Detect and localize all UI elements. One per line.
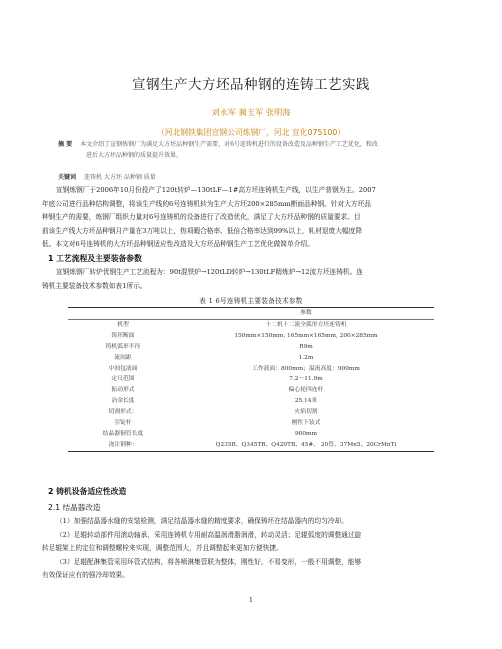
table-row <box>68 418 434 429</box>
abstract-label: 摘 要 <box>58 141 73 148</box>
intro-line: 低。本文对6号连铸机的大方坯品种钢适应性改造及大方坯品种钢生产工艺优化做简单介绍。 <box>42 240 314 249</box>
body-line: 转足辊架上的定位和调整螺栓来实现，调整范围大，并且调整起来更加方便快捷。 <box>42 544 283 553</box>
table-cell-value: 1.2m <box>298 354 314 361</box>
table-cell-key: 流间距 <box>114 354 132 361</box>
section-heading-1: 1 工艺流程及主要装备参数 <box>48 254 142 263</box>
section-heading-2: 2 铸机设备适应性改造 <box>48 487 127 496</box>
table-cell-key: 铸坯断面 <box>111 332 135 339</box>
parameters-table <box>68 307 434 452</box>
table-cell-key: 引锭杆 <box>114 420 132 427</box>
intro-line: 宣钢炼钢厂于2006年10月份投产了120t转炉—130tLF—1#高方坯连铸机生产线，以生产普钢为主。2007 <box>56 186 376 194</box>
section1-paragraph <box>42 266 462 293</box>
page-number: 1 <box>248 596 254 604</box>
section1-line: 宣钢炼钢厂转炉优钢生产工艺流程为：90t混铁炉→120tLD转炉→130tLF精炼炉→12流方坯连铸机。连 <box>56 268 363 276</box>
body-line: （1）加强结晶器水缝的安装检测，满足结晶器水缝的精度要求，确保铸坯在结晶器内的均匀冷却。 <box>56 517 348 525</box>
table-row <box>68 396 434 407</box>
table-cell-value: 25.14米 <box>294 398 318 405</box>
section1-line: 铸机主要装备技术参数如表1所示。 <box>42 281 147 290</box>
table-cell-value: 刚性下装式 <box>291 420 321 427</box>
table-cell-value: 工作液面：800mm；溢流高度：900mm <box>252 365 360 372</box>
body-line: 有效保证应有的强冷却效果。 <box>42 571 129 580</box>
body-line: （2）足辊转动部件用滚动轴承，采用连铸机专用耐高温润滑脂润滑，转动灵活；足辊弧度的调整通过旋 <box>56 530 362 539</box>
body-line: （3）足辊配淋集管采用环管式结构，将各喷淋集管联为整体，刚性好，不易变形，一般不用调整，能够 <box>56 557 362 566</box>
keywords-label: 关键词 <box>58 174 77 181</box>
table-row <box>68 385 434 396</box>
table-caption: 表 1 6号连铸机主要装备技术参数 <box>199 297 303 305</box>
intro-paragraph <box>42 184 462 252</box>
table-cell-value: R9m <box>299 343 313 350</box>
table-row <box>68 364 434 375</box>
table-cell-value: 偏心轮四连杆 <box>288 387 324 394</box>
table-cell-value: 900mm <box>294 430 318 437</box>
table-cell-value: 150mm×150mm, 165mm×165mm, 200×285mm <box>234 332 378 339</box>
intro-line: 种钢生产的需要，炼钢厂组织力量对6号连铸机的设备进行了改造优化，满足了大方坯品种钢的质量要求。目 <box>42 213 361 222</box>
keywords <box>58 172 468 183</box>
keywords-text: 连铸机 大方坯 品种钢 质量 <box>84 174 156 181</box>
table-cell-key: 切割形式： <box>108 409 138 416</box>
table-cell-value: 7.2～11.9m <box>289 376 323 383</box>
table-cell-key: 定尺范围 <box>111 376 135 383</box>
table-cell-key: 铸机弧形半径 <box>105 343 141 350</box>
table-cell-key: 中间包液面 <box>108 365 138 372</box>
table-cell-key: 浇注钢种： <box>68 440 178 451</box>
table-row <box>68 331 434 342</box>
table-row <box>68 440 434 451</box>
paper-title: 宣钢生产大方坯品种钢的连铸工艺实践 <box>132 77 370 93</box>
authors: 刘永军 蔺玉军 张明海 <box>211 107 291 117</box>
table-row <box>68 353 434 364</box>
table-cell-value: 火焰切割 <box>294 409 318 416</box>
table-row <box>68 374 434 385</box>
table-row <box>68 429 434 440</box>
abstract-line-1: 本文介绍了宣钢炼钢厂为满足大方坯品种钢生产需要，对6号连铸机进行的设备改造及品种钢生产工艺优化，和改 <box>80 141 378 148</box>
intro-line: 年底公司进行品种结构调整，将该生产线的6号连铸机转为生产大方坯200×285mm断面品种钢。针对大方坯品 <box>42 199 371 208</box>
table-cell-key: 机型 <box>117 321 129 328</box>
table-row <box>68 319 434 330</box>
table-row <box>68 342 434 353</box>
intro-line: 前该生产线大方坯品种钢月产量在3万吨以上，热项暇合格率、低倍合格率达到99%以上，轧材退废大幅度降 <box>42 226 363 235</box>
table-cell-value: Q235B、Q345TB、Q420TB、45#、 20管、37Mn5、20CrMnTi <box>178 440 434 451</box>
abstract-line-2: 进后大方坯品种钢的质量提升效果。 <box>86 152 183 159</box>
table-cell-key: 振动形式 <box>111 387 135 394</box>
table-row <box>68 407 434 418</box>
table-header: 参数 <box>178 308 434 320</box>
table-cell-value: 十二机十二流全弧形方坯连铸机 <box>265 321 347 328</box>
table-cell-key: 冶金长度 <box>111 398 135 405</box>
table-cell-key: 结晶器铜管长度 <box>102 430 144 437</box>
section2-paragraphs <box>42 515 462 583</box>
table-header-row <box>68 308 434 320</box>
abstract <box>58 139 468 161</box>
affiliation: （河北钢铁集团宣钢公司炼钢厂，河北 宣化075100） <box>156 128 346 137</box>
subsection-heading: 2.1 结晶器改造 <box>48 503 101 512</box>
